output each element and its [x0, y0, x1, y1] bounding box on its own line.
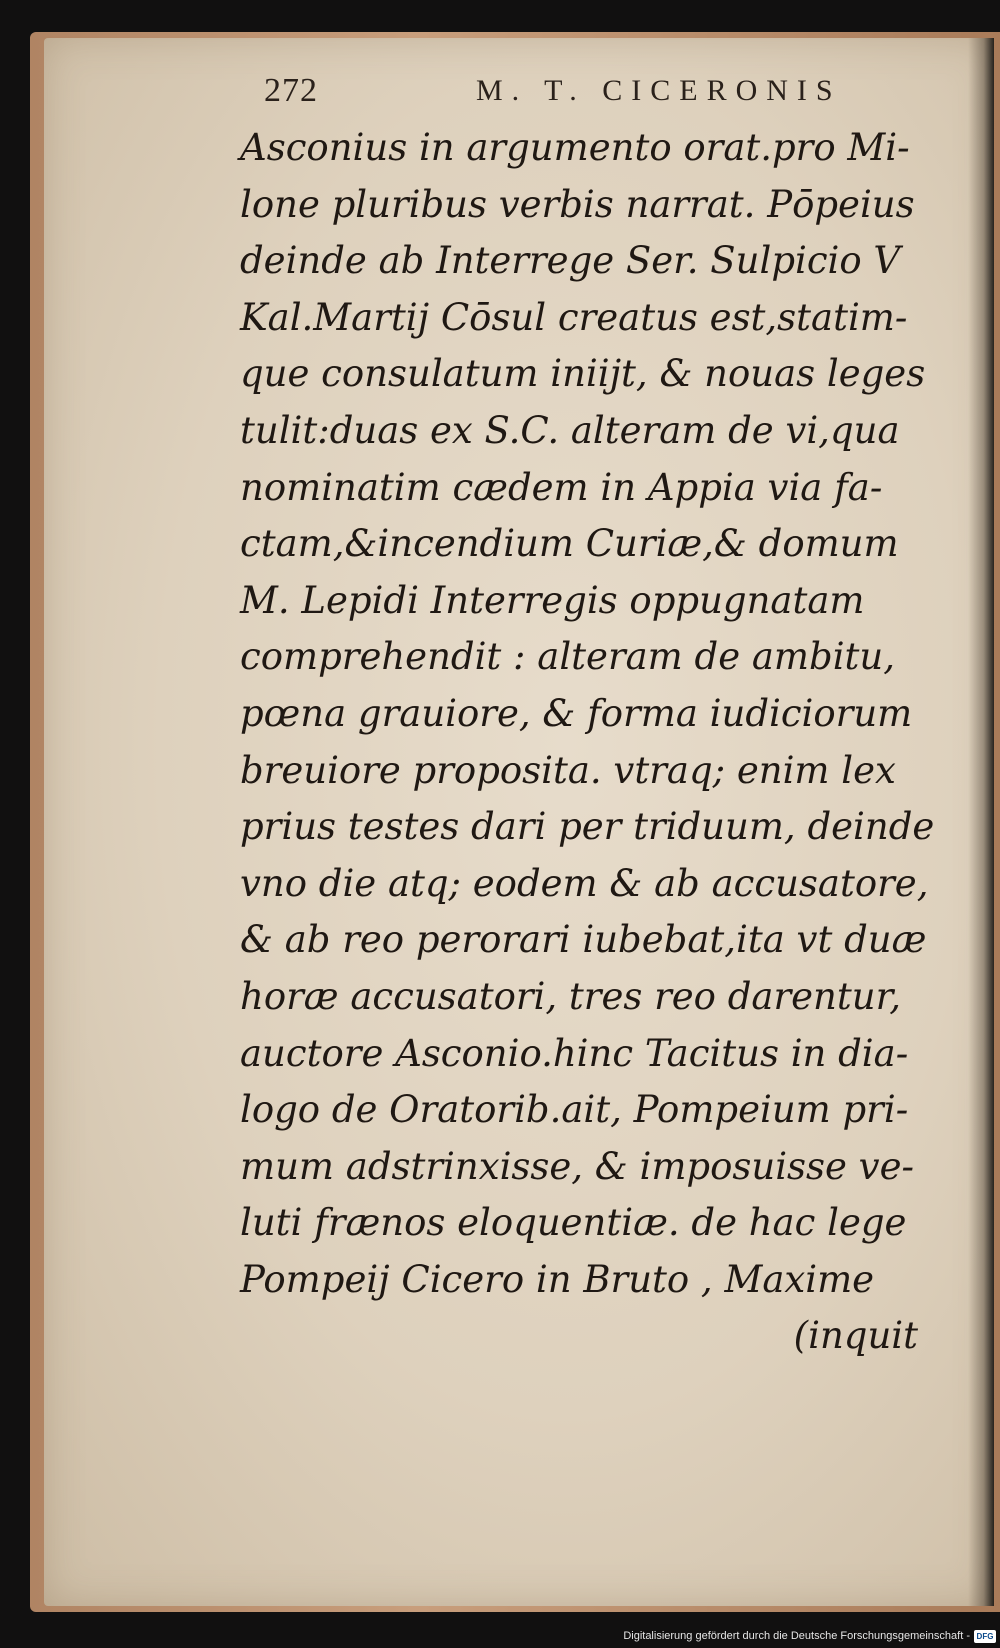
- text-line: ctam,&incendium Curiæ,& domum: [240, 522, 899, 566]
- text-line: Kal.Martij Cōsul creatus est,statim-: [240, 295, 908, 339]
- text-line: Asconius in argumento orat.pro Mi-: [240, 126, 910, 169]
- text-line: nominatim cædem in Appia via fa-: [240, 465, 883, 509]
- text-line: vno die atq; eodem & ab accusatore,: [240, 861, 929, 905]
- running-head: M. T. CICERONIS: [476, 74, 842, 107]
- text-line: tulit:duas ex S.C. alteram de vi,qua: [240, 408, 900, 452]
- funding-credit: Digitalisierung gefördert durch die Deutsche Forschungsgemeinschaft -: [623, 1630, 970, 1642]
- text-line: auctore Asconio.hinc Tacitus in dia-: [240, 1031, 909, 1075]
- text-line: comprehendit : alteram de ambitu,: [240, 635, 895, 679]
- catchword: (inquit: [793, 1314, 918, 1358]
- text-line: Pompeij Cicero in Bruto , Maxime: [240, 1257, 875, 1301]
- text-line: lone pluribus verbis narrat. Pōpeius: [240, 182, 915, 226]
- text-line: mum adstrinxisse, & imposuisse ve-: [240, 1144, 914, 1188]
- page-number: 272: [264, 72, 318, 109]
- dfg-logo-icon: DFG: [974, 1630, 996, 1643]
- text-line: luti frænos eloquentiæ. de hac lege: [240, 1201, 907, 1245]
- text-line: que consulatum iniijt, & nouas leges: [240, 352, 926, 396]
- text-line: deinde ab Interrege Ser. Sulpicio V: [240, 239, 901, 283]
- text-line: logo de Oratorib.ait, Pompeium pri-: [240, 1088, 909, 1132]
- text-line: breuiore proposita. vtraq; enim lex: [240, 748, 896, 792]
- text-line: horæ accusatori, tres reo darentur,: [240, 974, 901, 1018]
- text-line: pœna grauiore, & forma iudiciorum: [240, 691, 913, 735]
- body-text: [240, 120, 940, 1365]
- footer-bar: [0, 1626, 1000, 1648]
- page-header: [264, 72, 842, 112]
- text-line: M. Lepidi Interregis oppugnatam: [240, 578, 865, 622]
- page-gutter-shadow: [968, 38, 994, 1606]
- text-line: prius testes dari per triduum, deinde: [240, 805, 935, 849]
- text-line: & ab reo perorari iubebat,ita vt duæ: [240, 918, 927, 962]
